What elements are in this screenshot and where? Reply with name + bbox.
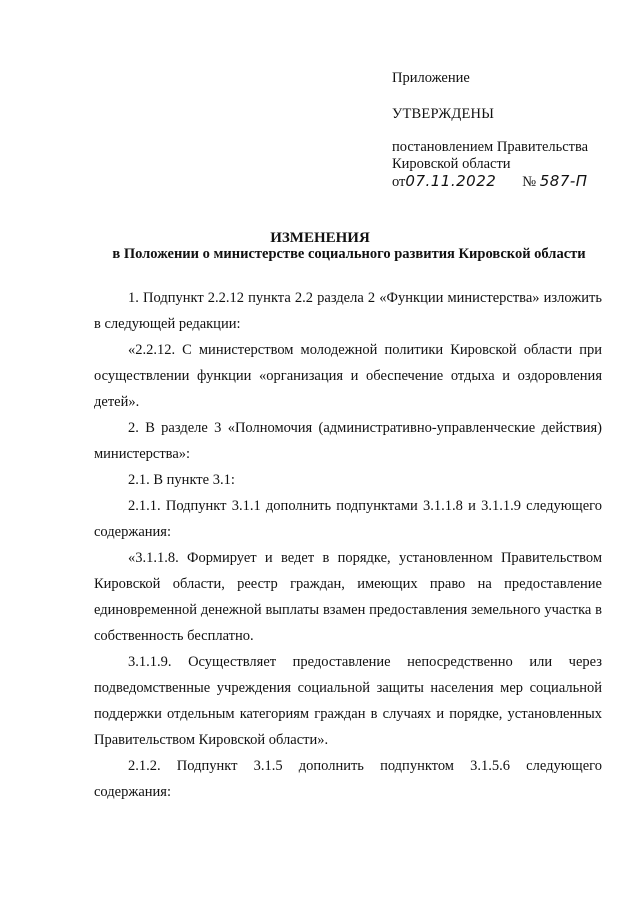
- decree-line-1: постановлением Правительства: [392, 139, 589, 155]
- paragraph: 3.1.1.9. Осуществляет предоставление непосредственно или через подведомственные учреждения социальной защиты населения мер социальной поддержки отдельным категориям граждан в случаях и порядке, установленных Правительством Кировской области».: [94, 654, 602, 748]
- number-prefix: №: [522, 174, 537, 190]
- decree-line-2: Кировской области: [392, 156, 511, 172]
- approved-label: УТВЕРЖДЕНЫ: [392, 106, 495, 122]
- handwritten-date: 07.11.2022: [405, 172, 497, 190]
- paragraph: 2.1.1. Подпункт 3.1.1 дополнить подпунктами 3.1.1.8 и 3.1.1.9 следующего содержания:: [94, 498, 602, 540]
- paragraph: 2. В разделе 3 «Полномочия (административно-управленческие действия) министерства»:: [94, 420, 602, 462]
- appendix-label: Приложение: [392, 70, 470, 86]
- document-title: ИЗМЕНЕНИЯ: [270, 230, 370, 246]
- paragraph: «2.2.12. С министерством молодежной политики Кировской области при осуществлении функции «организация и обеспечение отдыха и оздоровления детей».: [94, 342, 602, 410]
- paragraph: 2.1.2. Подпункт 3.1.5 дополнить подпунктом 3.1.5.6 следующего содержания:: [94, 758, 602, 800]
- handwritten-number: 587-П: [539, 172, 588, 190]
- document-body: [94, 285, 602, 805]
- document-subtitle: в Положении о министерстве социального развития Кировской области: [112, 246, 586, 262]
- paragraph: 1. Подпункт 2.2.12 пункта 2.2 раздела 2 «Функции министерства» изложить в следующей редакции:: [94, 290, 602, 332]
- decree-date-number: [392, 173, 588, 191]
- paragraph: 2.1. В пункте 3.1:: [128, 472, 235, 488]
- paragraph: «3.1.1.8. Формирует и ведет в порядке, установленном Правительством Кировской области, реестр граждан, имеющих право на предоставление единовременной денежной выплаты взамен предоставления земельного участка в собственность бесплатно.: [94, 550, 602, 644]
- date-prefix: от: [392, 174, 406, 190]
